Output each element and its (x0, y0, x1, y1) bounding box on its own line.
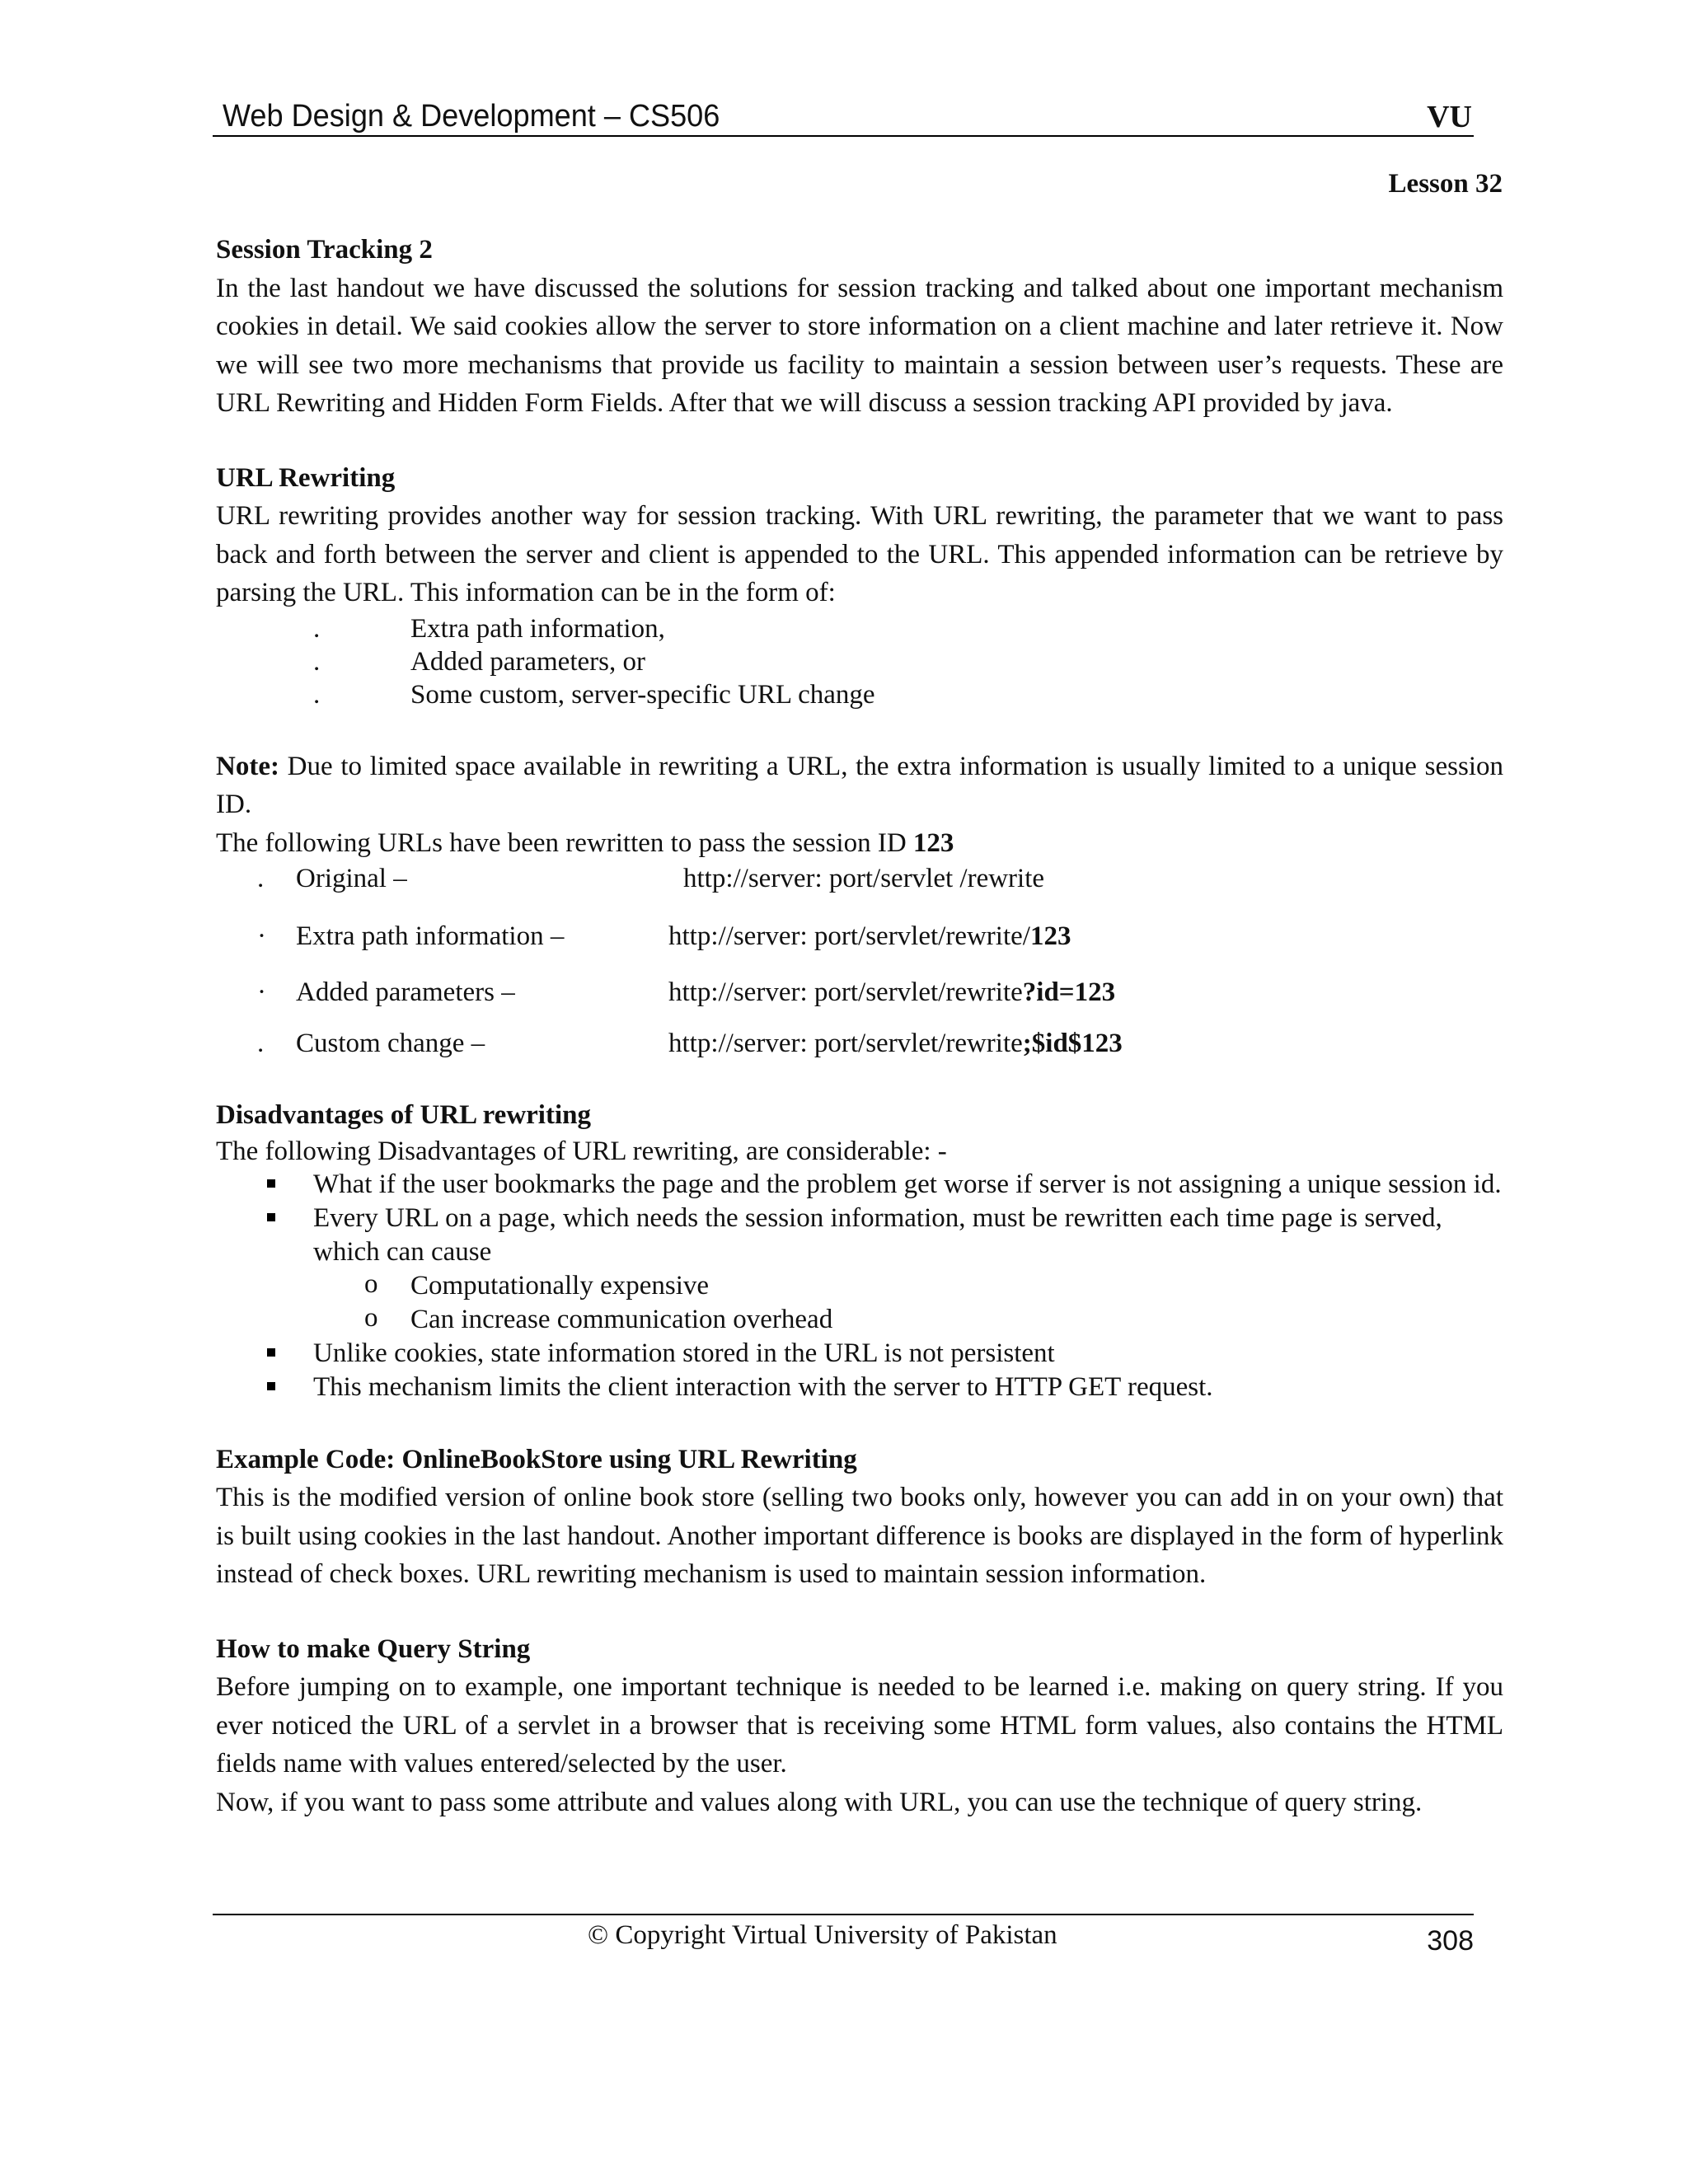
disadvantages-list (216, 1168, 1503, 1404)
disadvantages-heading: Disadvantages of URL rewriting (216, 1100, 591, 1130)
page-footer (213, 1914, 1474, 1957)
list-item: This mechanism limits the client interaction with the server to HTTP GET request. (216, 1371, 1503, 1404)
course-title: Web Design & Development – CS506 (223, 99, 720, 134)
note-label: Note: (216, 751, 279, 781)
lesson-number: Lesson 32 (1388, 169, 1503, 199)
url-custom-change: http://server: port/servlet/rewrite (668, 1029, 1023, 1058)
page-title: Session Tracking 2 (216, 235, 433, 265)
example-heading: Example Code: OnlineBookStore using URL Rewriting (216, 1444, 857, 1474)
bullet-dot: . (313, 679, 321, 710)
list-item: What if the user bookmarks the page and the problem get worse if server is not assigning a unique session id. (216, 1168, 1503, 1202)
url-row-custom-change: . Custom change – http://server: port/servlet/rewrite;$id$123 (257, 1029, 1123, 1058)
example-paragraph: This is the modified version of online book store (selling two books only, however you can add in on your own) that is built using cookies in the last handout. Another important difference is books are displayed in the form of hyperlink instead of check boxes. URL rewriting mechanism is used to maintain session information. (216, 1483, 1503, 1589)
copyright: © Copyright Virtual University of Pakistan (588, 1920, 1057, 1950)
square-bullet (267, 1382, 275, 1390)
url-examples-intro: The following URLs have been rewritten to pass the session ID 123 (216, 827, 954, 858)
query-string-heading: How to make Query String (216, 1633, 531, 1664)
url-original: http://server: port/servlet /rewrite (683, 864, 1045, 893)
overhead-sublist (313, 1269, 1503, 1337)
list-item: . Extra path information, (313, 613, 665, 644)
list-item: o Can increase communication overhead (364, 1302, 833, 1334)
url-extra-path: http://server: port/servlet/rewrite/ (668, 921, 1030, 951)
list-item: . Some custom, server-specific URL change (313, 679, 875, 710)
page-header (213, 97, 1474, 137)
url-row-added-parameters: · Added parameters – http://server: port/servlet/rewrite?id=123 (257, 977, 1116, 1007)
page-number: 308 (1427, 1925, 1474, 1957)
list-item: . Added parameters, or (313, 646, 645, 677)
bullet-dot: . (313, 613, 321, 644)
document-body (216, 231, 1503, 1821)
query-paragraph-2: Now, if you want to pass some attribute and values along with URL, you can use the technique of query string. (216, 1787, 1423, 1817)
institution-label: VU (1427, 100, 1472, 134)
note-paragraph: Note: Due to limited space available in rewriting a URL, the extra information is usually limited to a unique session ID. (216, 751, 1503, 819)
disadvantages-intro: The following Disadvantages of URL rewriting, are considerable: - (216, 1136, 947, 1166)
intro-paragraph: In the last handout we have discussed the solutions for session tracking and talked about one important mechanism cookies in detail. We said cookies allow the server to store information on a client machine and later retrieve it. Now we will see two more mechanisms that provide us facility to maintain a session between user’s requests. These are URL Rewriting and Hidden Form Fields. After that we will discuss a session tracking API provided by java. (216, 273, 1503, 418)
url-forms-list (216, 612, 1503, 711)
list-item: o Computationally expensive (364, 1268, 710, 1301)
list-item: Unlike cookies, state information stored in the URL is not persistent (216, 1337, 1503, 1371)
url-added-parameters: http://server: port/servlet/rewrite (668, 977, 1023, 1007)
query-paragraph-1: Before jumping on to example, one important technique is needed to be learned i.e. making on query string. If you ever noticed the URL of a servlet in a browser that is receiving some HTML form values, also contains the HTML fields name with values entered/selected by the user. (216, 1672, 1503, 1779)
url-row-extra-path: · Extra path information – http://server: port/servlet/rewrite/123 (257, 921, 1071, 951)
bullet-dot: . (313, 646, 321, 677)
url-examples-list (216, 862, 1503, 1060)
url-rewriting-paragraph: URL rewriting provides another way for session tracking. With URL rewriting, the parameter that we want to pass back and forth between the server and client is appended to the URL. This appended information can be retrieve by parsing the URL. This information can be in the form of: (216, 501, 1503, 607)
list-item: Every URL on a page, which needs the session information, must be rewritten each time page is served, which can cause o Computationally expensive o Can increase communication overhead (216, 1202, 1503, 1337)
square-bullet (267, 1348, 275, 1357)
session-id: 123 (912, 827, 954, 858)
square-bullet (267, 1179, 275, 1188)
url-rewriting-heading: URL Rewriting (216, 462, 396, 493)
square-bullet (267, 1213, 275, 1221)
url-row-original: . Original – http://server: port/servlet /rewrite (257, 864, 1045, 893)
